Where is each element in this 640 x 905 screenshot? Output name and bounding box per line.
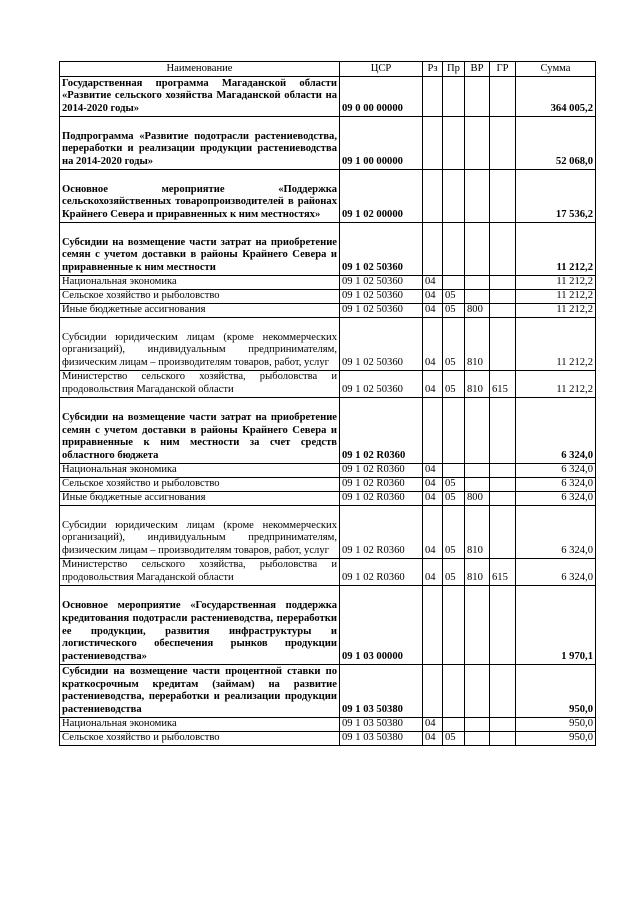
row-csr: 09 1 03 00000 xyxy=(340,586,423,665)
row-pr xyxy=(443,170,465,223)
row-sum: 11 212,2 xyxy=(516,276,596,290)
header-rz: Рз xyxy=(423,62,443,77)
table-row xyxy=(60,304,596,318)
table-row xyxy=(60,223,596,276)
row-pr: 05 xyxy=(443,506,465,559)
row-name: Национальная экономика xyxy=(60,464,340,478)
row-vr xyxy=(465,290,490,304)
row-rz: 04 xyxy=(423,478,443,492)
row-name: Сельское хозяйство и рыболовство xyxy=(60,732,340,746)
row-sum: 6 324,0 xyxy=(516,478,596,492)
row-pr: 05 xyxy=(443,732,465,746)
row-gr xyxy=(490,223,516,276)
row-name: Национальная экономика xyxy=(60,276,340,290)
row-vr: 810 xyxy=(465,506,490,559)
row-gr xyxy=(490,318,516,371)
row-rz xyxy=(423,223,443,276)
row-rz: 04 xyxy=(423,732,443,746)
row-rz: 04 xyxy=(423,559,443,586)
row-csr: 09 1 02 50360 xyxy=(340,290,423,304)
row-csr: 09 1 02 00000 xyxy=(340,170,423,223)
row-rz: 04 xyxy=(423,304,443,318)
row-vr xyxy=(465,223,490,276)
row-name: Субсидии на возмещение части затрат на приобретение семян с учетом доставки в районы Крайнего Севера и приравненные к ним местности за счет средств областного бюджета xyxy=(60,398,340,464)
row-name: Министерство сельского хозяйства, рыболовства и продовольствия Магаданской области xyxy=(60,371,340,398)
row-name: Иные бюджетные ассигнования xyxy=(60,492,340,506)
row-gr: 615 xyxy=(490,371,516,398)
row-csr: 09 1 03 50380 xyxy=(340,732,423,746)
row-gr xyxy=(490,506,516,559)
row-sum: 950,0 xyxy=(516,732,596,746)
row-pr: 05 xyxy=(443,290,465,304)
table-row xyxy=(60,371,596,398)
row-sum: 6 324,0 xyxy=(516,464,596,478)
row-pr xyxy=(443,464,465,478)
row-csr: 09 1 02 50360 xyxy=(340,371,423,398)
row-rz: 04 xyxy=(423,290,443,304)
row-sum: 6 324,0 xyxy=(516,398,596,464)
row-sum: 6 324,0 xyxy=(516,559,596,586)
row-gr xyxy=(490,586,516,665)
header-vr: ВР xyxy=(465,62,490,77)
row-pr: 05 xyxy=(443,478,465,492)
row-name: Субсидии на возмещение части затрат на приобретение семян с учетом доставки в районы Крайнего Севера и приравненные к ним местности xyxy=(60,223,340,276)
row-vr xyxy=(465,77,490,117)
row-sum: 950,0 xyxy=(516,665,596,718)
row-vr xyxy=(465,732,490,746)
table-row xyxy=(60,586,596,665)
table-row xyxy=(60,276,596,290)
row-csr: 09 1 02 R0360 xyxy=(340,559,423,586)
row-sum: 11 212,2 xyxy=(516,304,596,318)
row-vr: 800 xyxy=(465,304,490,318)
row-vr: 810 xyxy=(465,371,490,398)
row-csr: 09 1 02 50360 xyxy=(340,304,423,318)
row-sum: 1 970,1 xyxy=(516,586,596,665)
row-pr xyxy=(443,718,465,732)
row-rz: 04 xyxy=(423,506,443,559)
table-row xyxy=(60,506,596,559)
row-csr: 09 1 02 R0360 xyxy=(340,478,423,492)
row-vr xyxy=(465,665,490,718)
row-name: Субсидии на возмещение части процентной ставки по краткосрочным кредитам (займам) на развитие растениеводства, переработки и реализации продукции растениеводства xyxy=(60,665,340,718)
table-row xyxy=(60,478,596,492)
row-csr: 09 1 02 R0360 xyxy=(340,506,423,559)
row-csr: 09 1 03 50380 xyxy=(340,665,423,718)
table-row xyxy=(60,464,596,478)
header-csr: ЦСР xyxy=(340,62,423,77)
row-vr xyxy=(465,276,490,290)
row-sum: 11 212,2 xyxy=(516,290,596,304)
row-gr xyxy=(490,492,516,506)
row-gr xyxy=(490,290,516,304)
row-rz: 04 xyxy=(423,464,443,478)
row-pr xyxy=(443,117,465,170)
row-gr xyxy=(490,170,516,223)
row-pr: 05 xyxy=(443,492,465,506)
row-gr xyxy=(490,117,516,170)
row-gr xyxy=(490,464,516,478)
row-name: Основное мероприятие «Государственная поддержка кредитования подотрасли растениеводства, переработки ее продукции, развития инфраструктуры и логистического обеспечения рынков продукции растениеводства» xyxy=(60,586,340,665)
row-name: Основное мероприятие «Поддержка сельскохозяйственных товаропроизводителей в районах Крайнего Севера и приравненных к ним местностях» xyxy=(60,170,340,223)
row-name: Субсидии юридическим лицам (кроме некоммерческих организаций), индивидуальным предпринимателям, физическим лицам – производителям товаров, работ, услуг xyxy=(60,318,340,371)
table-row xyxy=(60,170,596,223)
row-rz: 04 xyxy=(423,492,443,506)
row-rz xyxy=(423,398,443,464)
table-row xyxy=(60,718,596,732)
row-csr: 09 1 02 50360 xyxy=(340,318,423,371)
row-gr xyxy=(490,665,516,718)
table-row xyxy=(60,290,596,304)
row-pr: 05 xyxy=(443,371,465,398)
row-pr xyxy=(443,398,465,464)
row-rz xyxy=(423,586,443,665)
row-gr xyxy=(490,276,516,290)
row-gr xyxy=(490,398,516,464)
row-rz: 04 xyxy=(423,318,443,371)
row-vr xyxy=(465,117,490,170)
row-gr xyxy=(490,304,516,318)
row-sum: 11 212,2 xyxy=(516,371,596,398)
header-pr: Пр xyxy=(443,62,465,77)
row-rz: 04 xyxy=(423,718,443,732)
row-vr: 810 xyxy=(465,559,490,586)
row-name: Национальная экономика xyxy=(60,718,340,732)
row-pr: 05 xyxy=(443,304,465,318)
table-header-row xyxy=(60,62,596,77)
row-rz xyxy=(423,170,443,223)
row-name: Государственная программа Магаданской области «Развитие сельского хозяйства Магаданской области на 2014-2020 годы» xyxy=(60,77,340,117)
row-gr xyxy=(490,478,516,492)
row-sum: 950,0 xyxy=(516,718,596,732)
row-pr xyxy=(443,276,465,290)
row-sum: 11 212,2 xyxy=(516,223,596,276)
row-sum: 6 324,0 xyxy=(516,506,596,559)
row-rz xyxy=(423,665,443,718)
row-pr: 05 xyxy=(443,559,465,586)
table-row xyxy=(60,117,596,170)
row-sum: 364 005,2 xyxy=(516,77,596,117)
row-name: Министерство сельского хозяйства, рыболовства и продовольствия Магаданской области xyxy=(60,559,340,586)
row-csr: 09 1 02 50360 xyxy=(340,276,423,290)
row-rz: 04 xyxy=(423,371,443,398)
row-name: Сельское хозяйство и рыболовство xyxy=(60,290,340,304)
table-row xyxy=(60,318,596,371)
row-gr xyxy=(490,718,516,732)
row-vr xyxy=(465,464,490,478)
row-pr xyxy=(443,586,465,665)
budget-table-page xyxy=(59,61,595,746)
row-csr: 09 1 03 50380 xyxy=(340,718,423,732)
row-vr xyxy=(465,478,490,492)
table-row xyxy=(60,492,596,506)
row-csr: 09 1 02 R0360 xyxy=(340,464,423,478)
row-sum: 6 324,0 xyxy=(516,492,596,506)
row-rz: 04 xyxy=(423,276,443,290)
row-pr xyxy=(443,223,465,276)
row-name: Подпрограмма «Развитие подотрасли растениеводства, переработки и реализации продукции растениеводства на 2014-2020 годы» xyxy=(60,117,340,170)
row-csr: 09 1 00 00000 xyxy=(340,117,423,170)
row-rz xyxy=(423,77,443,117)
row-pr xyxy=(443,77,465,117)
header-name: Наименование xyxy=(60,62,340,77)
row-name: Иные бюджетные ассигнования xyxy=(60,304,340,318)
row-vr xyxy=(465,586,490,665)
row-rz xyxy=(423,117,443,170)
table-row xyxy=(60,732,596,746)
row-gr xyxy=(490,77,516,117)
row-vr: 810 xyxy=(465,318,490,371)
row-vr xyxy=(465,170,490,223)
row-csr: 09 1 02 50360 xyxy=(340,223,423,276)
table-row xyxy=(60,398,596,464)
header-gr: ГР xyxy=(490,62,516,77)
table-row xyxy=(60,665,596,718)
row-sum: 17 536,2 xyxy=(516,170,596,223)
table-row xyxy=(60,77,596,117)
row-sum: 52 068,0 xyxy=(516,117,596,170)
row-vr: 800 xyxy=(465,492,490,506)
row-vr xyxy=(465,398,490,464)
header-sum: Сумма xyxy=(516,62,596,77)
row-csr: 09 1 02 R0360 xyxy=(340,492,423,506)
table-row xyxy=(60,559,596,586)
row-vr xyxy=(465,718,490,732)
row-gr: 615 xyxy=(490,559,516,586)
row-gr xyxy=(490,732,516,746)
row-name: Сельское хозяйство и рыболовство xyxy=(60,478,340,492)
row-csr: 09 0 00 00000 xyxy=(340,77,423,117)
row-csr: 09 1 02 R0360 xyxy=(340,398,423,464)
row-pr xyxy=(443,665,465,718)
row-sum: 11 212,2 xyxy=(516,318,596,371)
budget-table xyxy=(59,61,596,746)
row-pr: 05 xyxy=(443,318,465,371)
row-name: Субсидии юридическим лицам (кроме некоммерческих организаций), индивидуальным предпринимателям, физическим лицам – производителям товаров, работ, услуг xyxy=(60,506,340,559)
